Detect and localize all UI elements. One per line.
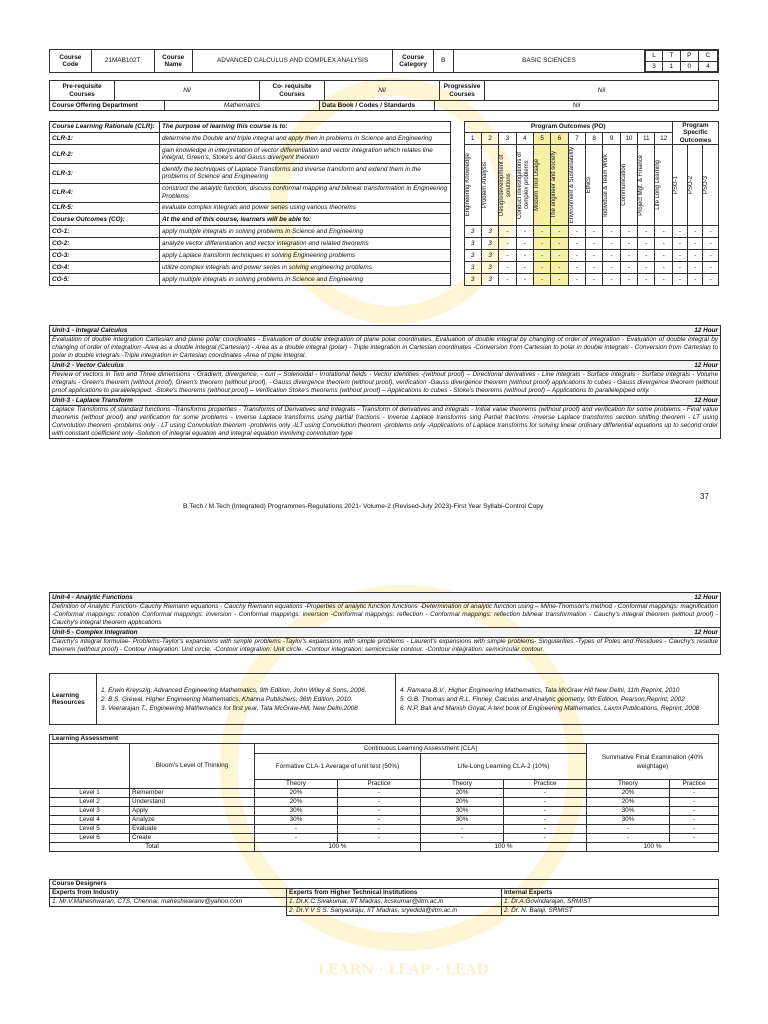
clr-1-id: CLR-1: bbox=[50, 132, 160, 144]
po-label: Problem Analysis bbox=[481, 162, 488, 209]
clr-heading: Course Learning Rationale (CLR): bbox=[50, 122, 160, 133]
internal-expert: 2. Dr. N. Balaji, SRMIST bbox=[502, 907, 719, 916]
level-value: 20% bbox=[587, 789, 670, 798]
co-4-text: utilize complex integrals and power series in solving engineering problems bbox=[159, 262, 450, 274]
clr-2-id: CLR-2: bbox=[50, 145, 160, 164]
po-label-cell bbox=[620, 145, 637, 226]
po-label-cell bbox=[516, 145, 533, 226]
course-code-label: Course Code bbox=[50, 50, 92, 73]
coreq-label: Co- requisite Courses bbox=[260, 81, 325, 101]
learning-assessment-table bbox=[49, 734, 719, 852]
co-value: - bbox=[620, 274, 637, 286]
co-value: - bbox=[568, 226, 585, 238]
resource-item: 5. G.B. Thomas and R.L. Finney, Calculus and Analytic geometry, 9th Edition, Pearson,Reprint, 2002 bbox=[400, 695, 685, 703]
co-value: - bbox=[688, 274, 703, 286]
coreq-value: Nil bbox=[325, 81, 440, 101]
formative-label: Formative CLA-1 Average of unit test (50%) bbox=[255, 754, 421, 780]
po-number: 12 bbox=[655, 132, 672, 144]
po-label: Engineering Knowledge bbox=[464, 153, 471, 217]
co-value: - bbox=[655, 250, 672, 262]
co-value: - bbox=[620, 262, 637, 274]
higher-expert: 2. Dr.Y V S S. Sanyasiraju, IIT Madras, sryedida@iitm.ac.in bbox=[287, 907, 502, 916]
blooms-label: Bloom's Level of Thinking bbox=[130, 744, 255, 789]
co-value: - bbox=[568, 274, 585, 286]
po-label: Project Mgt. & Finance bbox=[638, 154, 645, 216]
internal-label: Internal Experts bbox=[502, 889, 719, 898]
po-label-cell bbox=[464, 145, 481, 226]
po-label-cell bbox=[568, 145, 585, 226]
level-name: Analyze bbox=[130, 816, 255, 825]
assessment-row bbox=[50, 816, 719, 825]
category-name: BASIC SCIENCES bbox=[453, 50, 644, 73]
prereq-value: Nil bbox=[115, 81, 260, 101]
clr-5-text: evaluate complex integrals and power series using various theorems bbox=[159, 202, 450, 213]
clr-5-id: CLR-5: bbox=[50, 202, 160, 213]
level-value: - bbox=[338, 789, 421, 798]
co-2-id: CO-2: bbox=[50, 238, 160, 250]
databook-value: Nil bbox=[435, 101, 719, 111]
level-value: - bbox=[255, 825, 338, 834]
co-value: - bbox=[603, 274, 620, 286]
level-value: 30% bbox=[421, 816, 504, 825]
level-name: Understand bbox=[130, 798, 255, 807]
po-label: Life Long Learning bbox=[655, 160, 662, 210]
co-value: - bbox=[638, 274, 655, 286]
unit-title: Unit-2 - Vector Calculus bbox=[52, 362, 124, 369]
level-label: Level 6 bbox=[50, 834, 130, 843]
co-value: - bbox=[655, 226, 672, 238]
ltpc-cell bbox=[645, 50, 719, 73]
clr-4-id: CLR-4: bbox=[50, 183, 160, 202]
level-value: - bbox=[587, 834, 670, 843]
course-category: B bbox=[433, 50, 453, 73]
co-5-text: apply multiple integrals in solving problems in Science and Engineering bbox=[159, 274, 450, 286]
unit-body: Evaluation of double integration Cartesian and plane polar coordinates - Evaluation of double integration of plane polar coordinates. Evaluation of double integral by changing of order of integration - Evaluation of double integral by changing of order of integration -Area as a double integral (Cartesian) - Area as a double integral (polar) - Triple integration in Cartesian coordinates -Conversion from Cartesian to polar in double integrals - Conversion from Cartesian to polar in double integrals -Triple integration in Cartesian coordinates -Area of triple integral. bbox=[52, 336, 718, 359]
spacer-col bbox=[451, 122, 464, 286]
co-value: - bbox=[703, 226, 719, 238]
assessment-title: Learning Assessment bbox=[50, 735, 719, 744]
ltpc-p-value: 0 bbox=[680, 61, 698, 72]
resource-item: 2. B.S. Grewal, Higher Engineering Mathematics, Khanna Publishers, 36th Edition, 2010. bbox=[101, 695, 353, 703]
level-value: - bbox=[587, 825, 670, 834]
unit-title: Unit-3 - Laplace Transform bbox=[52, 397, 133, 404]
co-value: 3 bbox=[481, 274, 498, 286]
co-value: - bbox=[603, 250, 620, 262]
co-value: - bbox=[499, 262, 516, 274]
co-value: - bbox=[703, 250, 719, 262]
industry-label: Experts from Industry bbox=[50, 889, 287, 898]
summative-label: Summative Final Examination (40% weightage) bbox=[587, 744, 719, 780]
level-value: 30% bbox=[255, 816, 338, 825]
co-value: - bbox=[703, 238, 719, 250]
unit-body: Review of vectors in Two and Three dimensions - Gradient, divergence, - curl – Solenoidal - Irrotational fields - Vector identities -(without proof) – Directional derivatives - Line integrals - Surface integrals - Surface integrals - Volume integrals - Green's theorem (without proof), Green's theorem (without proof), - Gauss divergence theorem (without proof), verification -Gauss divergence theorem (without proof) applications to cubes - Gauss divergence theorem (without proof applications to parallelepiped. -Stoke's theorems (without proof) – Verification Stoke's theorems (without proof) – Applications to cubes - Stoke's theorems (without proof) – Applications to parallelepiped only. bbox=[52, 371, 718, 394]
po-label: Modern Tool Usage bbox=[533, 159, 540, 212]
co-row bbox=[50, 226, 719, 238]
co-value: 3 bbox=[464, 274, 481, 286]
co-value: - bbox=[551, 238, 568, 250]
co-value: - bbox=[568, 238, 585, 250]
co-value: 3 bbox=[481, 262, 498, 274]
unit-body: Cauchy's integral formulae- Problems-Taylor's expansions with simple problems -Taylor's expansions with simple problems - Laurent's expansions with simple problems- Singularities -Types of Poles and Residues - Cauchy's residue theorem (without proof) - Contour integration: Unit circle. -Contour integration: Unit circle. -Contour integration: semicircular contour. -Contour integration: semicircular contour. bbox=[52, 638, 718, 653]
units-page1 bbox=[49, 325, 721, 439]
level-value: - bbox=[670, 825, 719, 834]
co-end-text: At the end of this course, learners will be able to: bbox=[159, 213, 450, 225]
unit-body: Definition of Analytic Function- Cauchy Riemann equations - Cauchy Riemann equations -Properties of analytic function functions -Determination of analytic function using – Milne-Thomson's method - Conformal mappings: magnification -Conformal mappings: rotation Conformal mappings: inversion - Conformal mappings: inversion -Conformal mappings: reflection - Conformal mappings: reflection bilinear transformation - Cauchy's integral theorem (without proof) -Cauchy's integral theorem applications bbox=[52, 603, 718, 626]
unit-title: Unit-4 - Analytic Functions bbox=[52, 594, 133, 601]
co-value: - bbox=[688, 250, 703, 262]
po-label: Ethics bbox=[586, 176, 593, 194]
page-footer: B.Tech / M.Tech (Integrated) Programmes-Regulations 2021- Volume-2 (Revised-July 2023)-First Year Syllabi-Control Copy bbox=[183, 503, 544, 510]
internal-expert: 1. Dr.A.Govindarajan, SRMIST bbox=[502, 898, 719, 907]
resources-left bbox=[97, 674, 396, 725]
unit-hours: 12 Hour bbox=[694, 327, 718, 334]
co-value: - bbox=[638, 238, 655, 250]
co-value: - bbox=[620, 238, 637, 250]
ltpc-c-value: 4 bbox=[698, 61, 717, 72]
co-value: - bbox=[568, 250, 585, 262]
po-label: Environment & Sustainability bbox=[568, 146, 575, 224]
po-label-cell bbox=[586, 145, 603, 226]
co-value: - bbox=[638, 262, 655, 274]
prereq-label: Pre-requisite Courses bbox=[50, 81, 115, 101]
unit-hours: 12 Hour bbox=[694, 594, 718, 601]
clr-3-id: CLR-3: bbox=[50, 164, 160, 183]
co-value: - bbox=[586, 274, 603, 286]
co-value: - bbox=[551, 262, 568, 274]
co-value: - bbox=[620, 226, 637, 238]
ltpc-p: P bbox=[680, 51, 698, 62]
level-value: 30% bbox=[421, 807, 504, 816]
co-value: - bbox=[672, 250, 687, 262]
co-value: - bbox=[603, 226, 620, 238]
po-number: 11 bbox=[638, 132, 655, 144]
po-label: Design/development of solutions bbox=[499, 154, 513, 216]
cla-label: Continuous Learning Assessment (CLA) bbox=[255, 744, 587, 754]
co-value: - bbox=[551, 250, 568, 262]
course-code: 21MAB102T bbox=[91, 50, 154, 73]
assessment-row bbox=[50, 834, 719, 843]
level-value: - bbox=[338, 816, 421, 825]
level-name: Apply bbox=[130, 807, 255, 816]
level-value: - bbox=[670, 834, 719, 843]
co-value: 3 bbox=[464, 250, 481, 262]
unit-header bbox=[50, 361, 720, 371]
po-heading: Program Outcomes (PO) bbox=[464, 122, 672, 133]
total-value: 100 % bbox=[255, 843, 421, 852]
co-value: - bbox=[533, 274, 550, 286]
clr-4-text: construct the analytic function, discuss conformal mapping and bilinear transformation in Engineering Problems bbox=[159, 183, 450, 202]
co-value: - bbox=[688, 238, 703, 250]
prerequisite-table bbox=[49, 80, 719, 101]
level-value: - bbox=[504, 798, 587, 807]
ltpc-l-value: 3 bbox=[646, 61, 663, 72]
po-label-cell bbox=[481, 145, 498, 226]
pso-heading: Program Specific Outcomes bbox=[672, 122, 718, 145]
unit-header bbox=[50, 628, 720, 638]
co-3-id: CO-3: bbox=[50, 250, 160, 262]
level-label: Level 3 bbox=[50, 807, 130, 816]
co-4-id: CO-4: bbox=[50, 262, 160, 274]
level-label: Level 1 bbox=[50, 789, 130, 798]
co-value: - bbox=[516, 250, 533, 262]
ltpc-c: C bbox=[698, 51, 717, 62]
level-value: - bbox=[421, 834, 504, 843]
co-value: - bbox=[620, 250, 637, 262]
clr-purpose: The purpose of learning this course is to: bbox=[159, 122, 450, 133]
co-value: - bbox=[568, 262, 585, 274]
co-1-id: CO-1: bbox=[50, 226, 160, 238]
level-value: 20% bbox=[255, 798, 338, 807]
po-number: 10 bbox=[620, 132, 637, 144]
unit-title: Unit-1 - Integral Calculus bbox=[52, 327, 128, 334]
higher-label: Experts from Higher Technical Institutions bbox=[287, 889, 502, 898]
level-value: - bbox=[338, 825, 421, 834]
co-5-id: CO-5: bbox=[50, 274, 160, 286]
designers-title: Course Designers bbox=[50, 880, 719, 889]
po-label: Individual & Team Work bbox=[603, 153, 610, 217]
pso-label: PSO-3 bbox=[703, 176, 710, 195]
watermark-motto: LEARN · LEAP · LEAD bbox=[318, 962, 489, 978]
co-value: - bbox=[499, 238, 516, 250]
unit-header bbox=[50, 326, 720, 336]
ltpc-t: T bbox=[663, 51, 681, 62]
level-label: Level 5 bbox=[50, 825, 130, 834]
unit-hours: 12 Hour bbox=[694, 397, 718, 404]
co-value: - bbox=[533, 250, 550, 262]
co-3-text: apply Laplace transform techniques in solving Engineering problems bbox=[159, 250, 450, 262]
co-2-text: analyze vector differentiation and vector integration and related theorems bbox=[159, 238, 450, 250]
level-value: - bbox=[338, 807, 421, 816]
resources-right bbox=[396, 674, 719, 725]
po-number: 5 bbox=[533, 132, 550, 144]
co-value: 3 bbox=[464, 226, 481, 238]
co-value: 3 bbox=[481, 226, 498, 238]
level-name: Evaluate bbox=[130, 825, 255, 834]
unit-body: Laplace Transforms of standard functions -Transforms properties - Transforms of Derivatives and Integrals - Transform of derivatives and integrals - Initial value theorems (without proof) and verification for some problems - Final value theorems (without proof) and verification for some problems - Inverse Laplace transforms using partial fractions - Inverse Laplace transforms sing Partial fractions -Inverse Laplace transforms section shifting theorem - LT using Convolution theorem -problems only - LT using Convolution theorem -problems only -ILT using Convolution theorem -problems only -Applications of Laplace transforms for solving linear ordinary differential equations up to second order with constant coefficient only -Solution of integral equation and integral equation involving convolution type bbox=[52, 406, 718, 437]
units-page2 bbox=[49, 592, 721, 655]
po-label-cell bbox=[655, 145, 672, 226]
co-value: - bbox=[551, 226, 568, 238]
po-label: The engineer and society bbox=[551, 151, 558, 219]
level-value: - bbox=[338, 834, 421, 843]
level-value: - bbox=[255, 834, 338, 843]
theory-header: Theory bbox=[255, 780, 338, 789]
level-value: 30% bbox=[587, 807, 670, 816]
level-value: - bbox=[670, 816, 719, 825]
co-value: - bbox=[603, 238, 620, 250]
po-label: Conduct investigations of complex problems bbox=[516, 151, 530, 219]
po-label-cell bbox=[551, 145, 568, 226]
level-value: - bbox=[670, 798, 719, 807]
industry-expert bbox=[50, 907, 287, 916]
total-value: 100 % bbox=[587, 843, 719, 852]
pso-label-cell bbox=[703, 145, 719, 226]
unit-hours: 12 Hour bbox=[694, 362, 718, 369]
po-number: 1 bbox=[464, 132, 481, 144]
co-value: - bbox=[672, 274, 687, 286]
level-value: - bbox=[504, 816, 587, 825]
assessment-row bbox=[50, 798, 719, 807]
level-value: 30% bbox=[255, 807, 338, 816]
ltpc-t-value: 1 bbox=[663, 61, 681, 72]
pso-label-cell bbox=[688, 145, 703, 226]
po-number: 4 bbox=[516, 132, 533, 144]
co-row bbox=[50, 250, 719, 262]
level-label: Level 2 bbox=[50, 798, 130, 807]
po-number: 7 bbox=[568, 132, 585, 144]
practice-header: Practice bbox=[338, 780, 421, 789]
co-value: - bbox=[499, 274, 516, 286]
co-value: - bbox=[703, 262, 719, 274]
unit-header bbox=[50, 593, 720, 603]
course-name: ADVANCED CALCULUS AND COMPLEX ANALYSIS bbox=[192, 50, 393, 73]
level-value: - bbox=[421, 825, 504, 834]
theory-header: Theory bbox=[587, 780, 670, 789]
blank-cell bbox=[50, 744, 130, 789]
dept-value: Mathematics bbox=[165, 101, 320, 111]
progressive-label: Progressive Courses bbox=[440, 81, 485, 101]
co-value: - bbox=[533, 262, 550, 274]
po-number: 8 bbox=[586, 132, 603, 144]
co-value: - bbox=[586, 262, 603, 274]
po-label-cell bbox=[533, 145, 550, 226]
learning-resources bbox=[49, 673, 719, 725]
level-value: 20% bbox=[587, 798, 670, 807]
co-value: - bbox=[499, 226, 516, 238]
clr-1-text: determine the Double and triple integral and apply then in problems in Science and Engineering bbox=[159, 132, 450, 144]
higher-expert: 1. Dr.K.C.Sivakumar, IIT Madras, kcskumar@iitm.ac.in bbox=[287, 898, 502, 907]
po-label-cell bbox=[638, 145, 655, 226]
practice-header: Practice bbox=[504, 780, 587, 789]
co-1-text: apply multiple integrals in solving problems in Science and Engineering bbox=[159, 226, 450, 238]
co-value: 3 bbox=[481, 250, 498, 262]
co-value: - bbox=[655, 262, 672, 274]
co-heading: Course Outcomes (CO): bbox=[50, 213, 160, 225]
level-value: - bbox=[504, 834, 587, 843]
course-category-label: Course Category bbox=[393, 50, 433, 73]
co-value: - bbox=[586, 226, 603, 238]
po-number: 6 bbox=[551, 132, 568, 144]
co-row bbox=[50, 274, 719, 286]
resource-item: 3. Veerarajan T., Engineering Mathematics for first year, Tata McGraw-Hill, New Delhi,2008 bbox=[101, 704, 358, 712]
po-number: 2 bbox=[481, 132, 498, 144]
co-value: 3 bbox=[464, 238, 481, 250]
pso-label-cell bbox=[672, 145, 687, 226]
co-value: - bbox=[655, 274, 672, 286]
co-value: - bbox=[533, 226, 550, 238]
dept-label: Course Offering Department bbox=[50, 101, 165, 111]
clr-2-text: gain knowledge in interpretation of vector differentiation and vector integration which relates line integral, Green's, Stoke's and Gauss divergent theorem bbox=[159, 145, 450, 164]
course-name-label: Course Name bbox=[154, 50, 192, 73]
co-value: - bbox=[672, 238, 687, 250]
resource-item: 6. N.P. Bali and Manish Goyal, A text book of Engineering Mathematics, Laxmi Publications, Reprint, 2008 bbox=[400, 704, 700, 712]
level-value: 20% bbox=[421, 798, 504, 807]
co-value: - bbox=[688, 226, 703, 238]
level-name: Create bbox=[130, 834, 255, 843]
co-value: 3 bbox=[464, 262, 481, 274]
level-label: Level 4 bbox=[50, 816, 130, 825]
total-label: Total bbox=[50, 843, 255, 852]
po-number: 9 bbox=[603, 132, 620, 144]
co-row bbox=[50, 238, 719, 250]
po-label-cell bbox=[603, 145, 620, 226]
co-value: - bbox=[499, 250, 516, 262]
co-value: - bbox=[533, 238, 550, 250]
level-value: - bbox=[338, 798, 421, 807]
course-header-table bbox=[49, 49, 719, 73]
po-label-cell bbox=[499, 145, 516, 226]
co-value: - bbox=[551, 274, 568, 286]
co-value: - bbox=[638, 226, 655, 238]
practice-header: Practice bbox=[670, 780, 719, 789]
co-value: - bbox=[516, 226, 533, 238]
co-value: - bbox=[672, 262, 687, 274]
level-value: - bbox=[670, 789, 719, 798]
co-value: - bbox=[703, 274, 719, 286]
resources-label: Learning Resources bbox=[50, 674, 97, 725]
page-number: 37 bbox=[700, 492, 709, 501]
clr-po-table bbox=[49, 121, 719, 286]
po-number: 3 bbox=[499, 132, 516, 144]
co-value: - bbox=[586, 250, 603, 262]
pso-label: PSO-2 bbox=[688, 176, 695, 195]
level-value: 20% bbox=[255, 789, 338, 798]
resource-item: 4. Ramana B.V., Higher Engineering Mathematics, Tata McGraw Hill New Delhi, 11th Reprint, 2010 bbox=[400, 686, 680, 694]
co-value: - bbox=[638, 250, 655, 262]
level-value: - bbox=[504, 825, 587, 834]
assessment-row bbox=[50, 825, 719, 834]
co-value: 3 bbox=[481, 238, 498, 250]
course-designers-table bbox=[49, 879, 719, 916]
co-value: - bbox=[586, 238, 603, 250]
progressive-value: Nil bbox=[485, 81, 719, 101]
total-value: 100 % bbox=[421, 843, 587, 852]
clr-3-text: identify the techniques of Laplace Transforms and inverse transform and extend them in the problems of Science and Engineering bbox=[159, 164, 450, 183]
co-value: - bbox=[516, 238, 533, 250]
co-value: - bbox=[516, 274, 533, 286]
unit-title: Unit-5 - Complex Integration bbox=[52, 629, 138, 636]
lifelong-label: Life-Long Learning CLA-2 (10%) bbox=[421, 754, 587, 780]
co-row bbox=[50, 262, 719, 274]
level-value: 30% bbox=[587, 816, 670, 825]
ltpc-l: L bbox=[646, 51, 663, 62]
resource-item: 1. Erwin Kreyszig, Advanced Engineering Mathematics, 9th Edition, John Wiley & Sons, 2006. bbox=[101, 686, 367, 694]
databook-label: Data Book / Codes / Standards bbox=[320, 101, 435, 111]
po-label: Communication bbox=[620, 164, 627, 206]
level-name: Remember bbox=[130, 789, 255, 798]
theory-header: Theory bbox=[421, 780, 504, 789]
pso-label: PSO-1 bbox=[672, 176, 679, 195]
co-value: - bbox=[655, 238, 672, 250]
unit-hours: 12 Hour bbox=[694, 629, 718, 636]
level-value: - bbox=[504, 789, 587, 798]
assessment-row bbox=[50, 807, 719, 816]
unit-header bbox=[50, 396, 720, 406]
co-value: - bbox=[672, 226, 687, 238]
assessment-total-row bbox=[50, 843, 719, 852]
department-table bbox=[49, 100, 719, 111]
level-value: - bbox=[670, 807, 719, 816]
assessment-row bbox=[50, 789, 719, 798]
industry-expert: 1. Mr.V.Maheshwaran, CTS, Chennai, maheshwaranv@yahoo.com bbox=[50, 898, 287, 907]
level-value: - bbox=[504, 807, 587, 816]
co-value: - bbox=[603, 262, 620, 274]
co-value: - bbox=[516, 262, 533, 274]
co-value: - bbox=[688, 262, 703, 274]
level-value: 20% bbox=[421, 789, 504, 798]
